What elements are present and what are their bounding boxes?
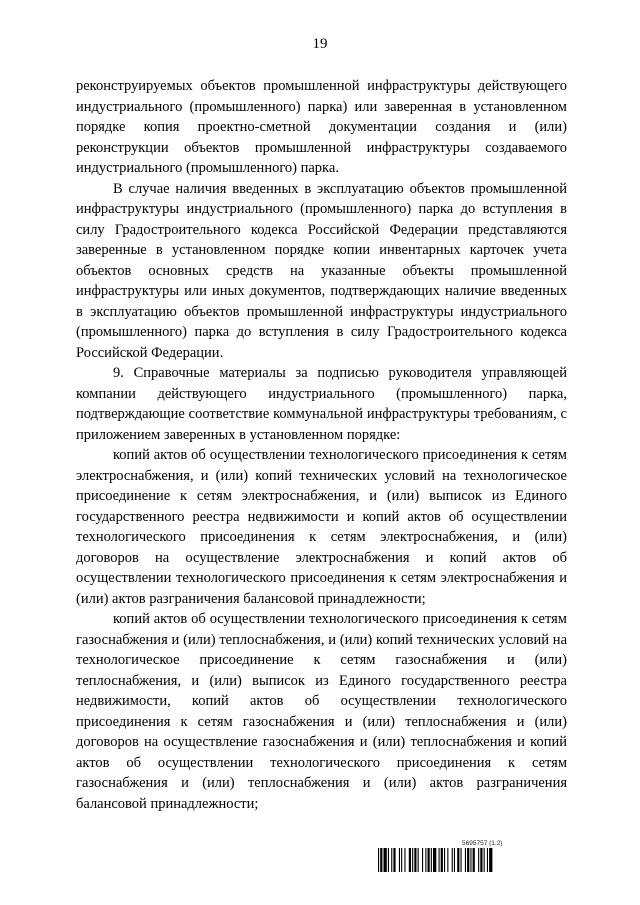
barcode-bar	[467, 848, 469, 872]
paragraph-item-9: 9. Справочные материалы за подписью руководителя управляющей компании действующего индустриального (промышленного) парка, подтверждающие соответствие коммунальной инфраструктуры требованиям, с приложением заверенных в установленном порядке:	[76, 365, 567, 443]
paragraph-continuation: реконструируемых объектов промышленной инфраструктуры действующего индустриального (промышленного) парка) или заверенная в установленном порядке копия проектно-сметной документации создания и (или) реконструкции объектов промышленной инфраструктуры создаваемого индустриального (промышленного) парка.	[76, 78, 567, 176]
barcode-bar	[465, 848, 466, 872]
barcode-bar	[487, 848, 488, 872]
barcode-bar	[422, 848, 423, 872]
barcode-bar	[384, 848, 387, 872]
barcode-bar	[393, 848, 395, 872]
paragraph-electricity-acts: копий актов об осуществлении технологического присоединения к сетям электроснабжения, и (или) копий технических условий на технологическое присоединение к сетям электроснабжения, и (или) выписок из Единого государственного реестра недвижимости и копий актов об осуществлении технологического присоединения к сетям электроснабжения, и (или) договоров на осуществление электроснабжения и копий актов об осуществлении технологического присоединения к сетям электроснабжения и (или) актов разграничения балансовой принадлежности;	[76, 447, 567, 607]
barcode-bar	[484, 848, 485, 872]
barcode-bar	[439, 848, 440, 872]
barcode-bar	[478, 848, 479, 872]
barcode-bar	[409, 848, 411, 872]
barcode-bar	[441, 848, 443, 872]
barcode-bar	[428, 848, 430, 872]
barcode-bar	[431, 848, 432, 872]
barcode-bar	[461, 848, 462, 872]
barcode-bar	[404, 848, 405, 872]
barcode	[378, 848, 568, 872]
barcode-bar	[452, 848, 453, 872]
barcode-bar	[473, 848, 475, 872]
paragraph-existing-facilities: В случае наличия введенных в эксплуатацию объектов промышленной инфраструктуры индустриального (промышленного) парка до вступления в силу Градостроительного кодекса Российской Федерации представляются заверенные в установленном порядке копии инвентарных карточек учета объектов основных средств на указанные объекты промышленной инфраструктуры или иных документов, подтверждающих наличие введенных в эксплуатацию объектов промышленной инфраструктуры индустриального (промышленного) парка до вступления в силу Градостроительного кодекса Российской Федерации.	[76, 180, 567, 361]
barcode-bar	[454, 848, 455, 872]
barcode-bar	[378, 848, 379, 872]
barcode-bar	[401, 848, 402, 872]
paragraph-gas-heat-acts: копий актов об осуществлении технологического присоединения к сетям газоснабжения и (или) теплоснабжения, и (или) копий технических условий на технологическое присоединение к сетям газоснабжения и (или) теплоснабжения, и (или) выписок из Единого государственного реестра недвижимости, копий актов об осуществлении технологического присоединения к сетям газоснабжения и (или) теплоснабжения и (или) договоров на осуществление газоснабжения и (или) теплоснабжения и копий актов об осуществлении технологического присоединения к сетям газоснабжения и (или) теплоснабжения и (или) актов разграничения балансовой принадлежности;	[76, 611, 567, 812]
barcode-bar	[418, 848, 419, 872]
barcode-bar	[414, 848, 416, 872]
barcode-bar	[489, 848, 492, 872]
barcode-bar	[399, 848, 400, 872]
barcode-bar	[425, 848, 426, 872]
barcode-bar	[391, 848, 392, 872]
document-code: 5695757 (1.2)	[462, 840, 503, 847]
barcode-bar	[470, 848, 471, 872]
barcode-bar	[457, 848, 459, 872]
page-number: 19	[312, 36, 328, 52]
barcode-bar	[433, 848, 436, 872]
barcode-bar	[380, 848, 382, 872]
barcode-bar	[388, 848, 389, 872]
document-body	[76, 76, 567, 814]
barcode-bar	[444, 848, 445, 872]
barcode-bar	[412, 848, 413, 872]
barcode-bar	[447, 848, 448, 872]
barcode-bar	[480, 848, 482, 872]
